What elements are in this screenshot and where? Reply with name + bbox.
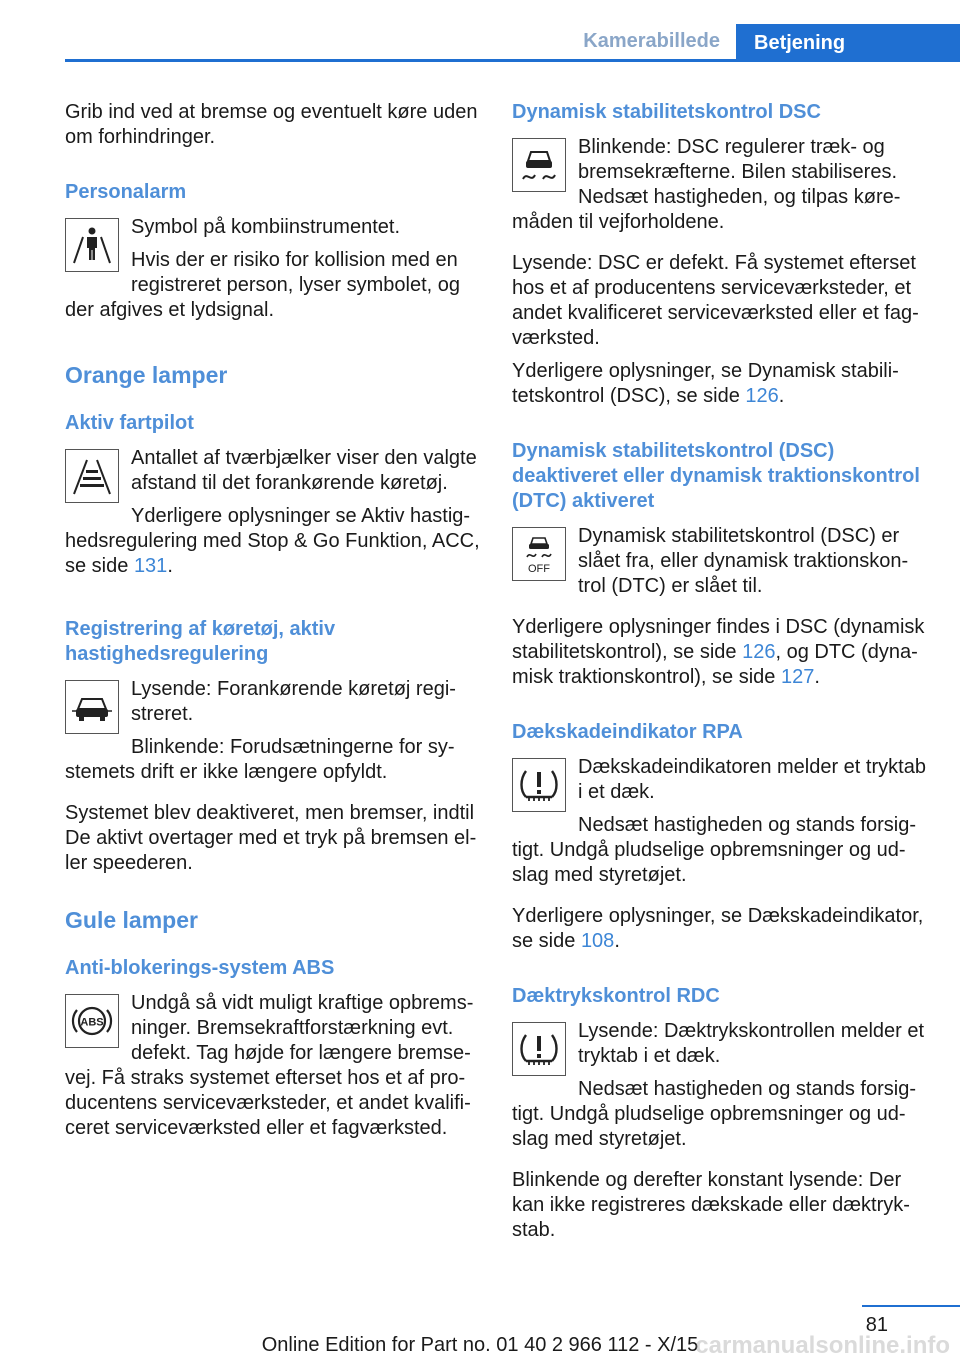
entry-dsc-off (512, 524, 928, 607)
page-header (0, 0, 960, 62)
heading-rdc: Dæktrykskontrol RDC (512, 985, 720, 1007)
heading-dsc-off: Dynamisk stabilitetskontrol (DSC) deaktiveret eller dynamisk traktionskontrol (DTC) aktiveret (512, 440, 920, 512)
heading-registrering: Registrering af køretøj, aktiv hastighedsregulering (65, 618, 336, 665)
car-front-icon (65, 680, 119, 734)
page-link-108[interactable]: 108 (580, 930, 615, 952)
rpa-text-2: Nedsæt hastigheden og stands forsig-tigt. Undgå pludselige opbremsninger og ud-slag med styretøjet. (512, 814, 916, 886)
rdc-text-1: Lysende: Dæktrykskontrollen melder et tryktab i et dæk. (578, 1020, 925, 1067)
page-number: 81 (865, 1314, 888, 1336)
heading-orange-lamper: Orange lamper (65, 362, 228, 388)
dsc-text-2: Lysende: DSC er defekt. Få systemet efterset hos et af producentens serviceværksteder, et andet kvalificeret serviceværksted eller et fag-værksted. (512, 252, 919, 349)
skid-car-off-icon (512, 527, 566, 581)
rdc-text-3: Blinkende og derefter konstant lysende: Der kan ikke registreres dækskade eller dæktryk-stab. (512, 1169, 910, 1241)
header-tab-betjening[interactable]: Betjening (736, 24, 960, 62)
page-link-127[interactable]: 127 (780, 666, 815, 688)
dsc-off-text-1: Dynamisk stabilitetskontrol (DSC) er slået fra, eller dynamisk traktionskon-trol (DTC) er slået til. (578, 525, 909, 597)
rpa-text-1: Dækskadeindikatoren melder et tryktab i et dæk. (578, 756, 926, 803)
aktiv-text-1: Antallet af tværbjælker viser den valgte afstand til det forankørende køretøj. (131, 447, 477, 494)
abs-text-1: Undgå så vidt muligt kraftige opbrems-ninger. Bremsekraftforstærkning evt. defekt. Tag højde for længere bremse-vej. Få straks systemet efterset hos et af pro-ducentens serviceværksteder, et andet kvalifi-ceret serviceværksted eller et fagværksted. (65, 992, 474, 1139)
footer-rule (862, 1305, 960, 1307)
registrering-text-1: Lysende: Forankørende køretøj regi-streret. (131, 678, 456, 725)
aktiv-text-2: Yderligere oplysninger se Aktiv hastig-hedsregulering med Stop & Go Funktion, ACC, se side 131. (65, 505, 480, 577)
page-link-126-b[interactable]: 126 (742, 641, 776, 663)
distance-bars-icon (65, 449, 119, 503)
entry-aktiv-fartpilot (65, 446, 481, 587)
entry-abs (65, 991, 481, 1149)
entry-registrering (65, 677, 481, 793)
intro-text: Grib ind ved at bremse og eventuelt køre uden om forhindringer. (65, 101, 478, 148)
heading-aktiv-fartpilot: Aktiv fartpilot (65, 412, 194, 434)
right-column (512, 100, 928, 1251)
tire-warning-icon (512, 758, 566, 812)
dsc-text-1: Blinkende: DSC regulerer træk- og bremsekræfterne. Bilen stabiliseres. Nedsæt hastigheden, og tilpas køre-måden til vejforholdene. (512, 136, 901, 233)
header-tab-kamerabillede[interactable]: Kamerabillede (583, 30, 720, 52)
rdc-text-2: Nedsæt hastigheden og stands forsig-tigt. Undgå pludselige opbremsninger og ud-slag med styretøjet. (512, 1078, 916, 1150)
personalarm-text-2: Hvis der er risiko for kollision med en registreret person, lyser symbolet, og der afgives et lydsignal. (65, 249, 461, 321)
tire-warning-icon (512, 1022, 566, 1076)
entry-dsc (512, 135, 928, 243)
edition-text: Online Edition for Part no. 01 40 2 966 112 - X/15 (261, 1334, 699, 1356)
left-column (65, 100, 481, 1157)
pedestrian-icon (65, 218, 119, 272)
page-footer (0, 1300, 960, 1362)
header-rule (65, 59, 960, 62)
heading-gule-lamper: Gule lamper (65, 907, 198, 933)
watermark: carmanualsonline.info (695, 1332, 950, 1359)
page-link-131[interactable]: 131 (133, 555, 168, 577)
personalarm-text-1: Symbol på kombiinstrumentet. (131, 216, 401, 238)
abs-icon (65, 994, 119, 1048)
heading-abs: Anti-blokerings-system ABS (65, 957, 335, 979)
entry-personalarm (65, 215, 481, 331)
entry-rpa (512, 755, 928, 896)
registrering-text-3: Systemet blev deaktiveret, men bremser, indtil De aktivt overtager med et tryk på bremsen el-ler speederen. (65, 802, 477, 874)
abs-icon-label: ABS (80, 1016, 104, 1029)
heading-rpa: Dækskadeindikator RPA (512, 721, 743, 743)
dsc-off-icon-label: OFF (528, 563, 550, 575)
heading-dsc: Dynamisk stabilitetskontrol DSC (512, 101, 821, 123)
registrering-text-2: Blinkende: Forudsætningerne for sy-stemets drift er ikke længere opfyldt. (65, 736, 455, 783)
entry-rdc (512, 1019, 928, 1160)
dsc-text-3: Yderligere oplysninger, se Dynamisk stabili-tetskontrol (DSC), se side 126. (512, 360, 899, 407)
dsc-off-text-2: Yderligere oplysninger findes i DSC (dynamisk stabilitetskontrol), se side 126, og DTC (dyna-misk traktionskontrol), se side 127. (512, 616, 925, 688)
rpa-text-3: Yderligere oplysninger, se Dækskadeindikator, se side 108. (512, 905, 924, 952)
page-link-126[interactable]: 126 (745, 385, 779, 407)
skid-car-icon (512, 138, 566, 192)
heading-personalarm: Personalarm (65, 181, 187, 203)
